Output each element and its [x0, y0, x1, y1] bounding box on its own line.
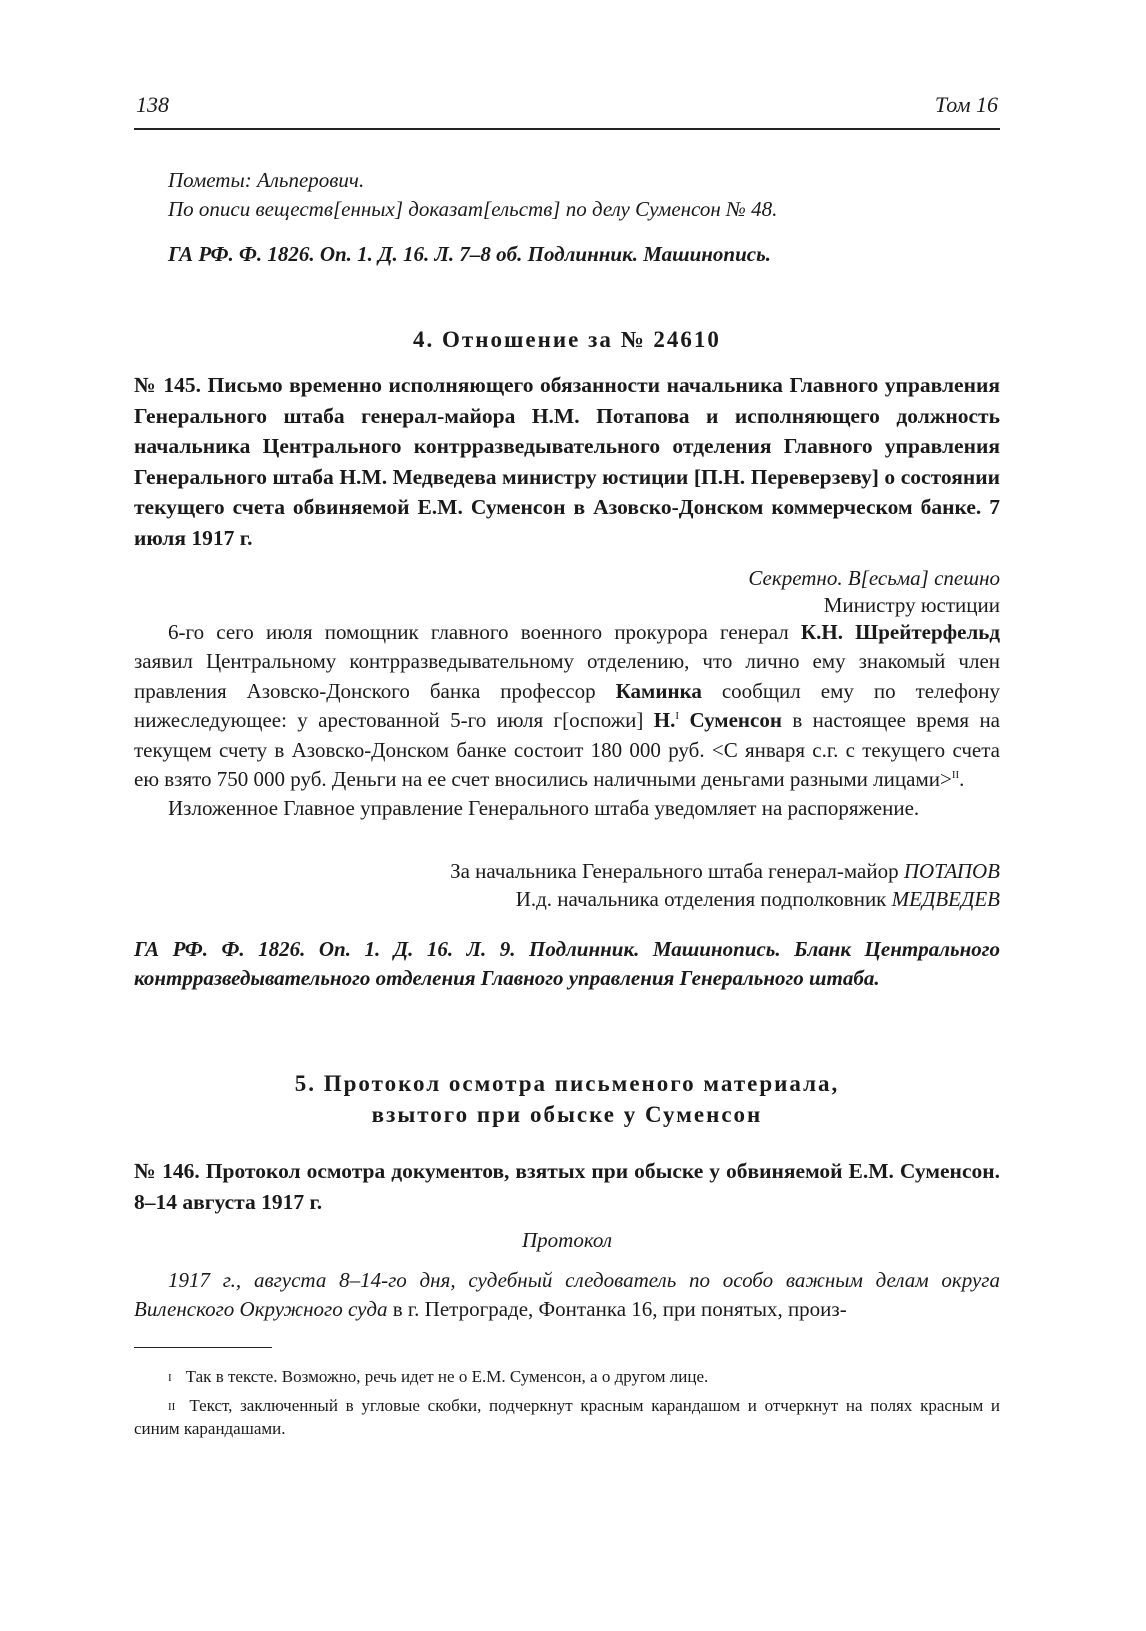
- notes-line-1: Пометы: Альперович.: [168, 168, 365, 192]
- signature-1: За начальника Генерального штаба генерал-майор ПОТАПОВ: [450, 859, 1000, 883]
- protocol-body: [134, 1266, 1000, 1325]
- protocol-heading: Протокол: [522, 1228, 612, 1252]
- section-4-title: 4. Отношение за № 24610: [413, 327, 721, 352]
- footnote-mark: I: [168, 1372, 172, 1384]
- letter-paragraph-1: 6-го сего июля помощник главного военного прокурора генерал К.Н. Шрейтерфельд заявил Центральному контрразведывательному отделению, что лично ему знакомый член правления Азовско-Донского банка профессор Каминка сообщил ему по телефону нижеследующее: у арестованной 5-го июля г[оспожи] Н.$^I$ Суменсон в настоящее время на текущем счету в Азовско-Донском банке состоит 180 000 руб. <С января с.г. с текущего счета ею взято 750 000 руб. Деньги на ее счет вносились наличными деньгами разными лицами>$^{II}$.: [134, 620, 1001, 792]
- footnote-2: $^{II}$ Текст, заключенный в угловые скобки, подчеркнут красным карандашом и отчеркнут на полях красным и синим карандашами.: [134, 1396, 1000, 1438]
- person-name: Н.: [653, 708, 676, 733]
- addressee: Министру юстиции: [823, 593, 1000, 617]
- running-header: [134, 84, 1000, 130]
- protocol-paragraph-1: 1917 г., августа 8–14-го дня, судебный следователь по особо важным делам округа Виленского Окружного суда в г. Петрограде, Фонтанка 16, при понятых, произ-: [134, 1268, 1000, 1322]
- footnote-mark: II: [168, 1401, 176, 1413]
- doc-146-title: № 146. Протокол осмотра документов, взятых при обыске у обвиняемой Е.М. Суменсон. 8–14 августа 1917 г.: [134, 1159, 1000, 1214]
- secret-mark: Секретно. В[есьма] спешно: [748, 566, 1000, 590]
- doc-145-title: № 145. Письмо временно исполняющего обязанности начальника Главного управления Генерального штаба генерал-майора Н.М. Потапова и исполняющего должность начальника Центрального контрразведывательного отделения Главного управления Генерального штаба Н.М. Медведева министру юстиции [П.Н. Переверзеву] о состоянии текущего счета обвиняемой Е.М. Суменсон в Азовско-Донском коммерческом банке. 7 июля 1917 г.: [134, 373, 1000, 550]
- archival-source-1: ГА РФ. Ф. 1826. Оп. 1. Д. 16. Л. 7–8 об. Подлинник. Машинопись.: [168, 242, 771, 266]
- notes-line-2: По описи веществ[енных] доказат[ельств] по делу Суменсон № 48.: [168, 197, 778, 221]
- footnote-divider: [134, 1347, 272, 1348]
- letter-paragraph-2: Изложенное Главное управление Генерального штаба уведомляет на распоряжение.: [168, 796, 920, 821]
- letter-body: [134, 618, 1000, 824]
- archival-source-2: ГА РФ. Ф. 1826. Оп. 1. Д. 16. Л. 9. Подлинник. Машинопись. Бланк Центрального контрразведывательного отделения Главного управления Генерального штаба.: [134, 937, 1000, 990]
- footnote-ref-1[interactable]: I: [675, 710, 680, 723]
- document-notes: [134, 166, 1000, 224]
- signature-name: МЕДВЕДЕВ: [891, 887, 1000, 911]
- signature-2: И.д. начальника отделения подполковник МЕДВЕДЕВ: [515, 887, 1000, 911]
- footnote-1: $^I$ Так в тексте. Возможно, речь идет не о Е.М. Суменсон, а о другом лице.: [168, 1367, 709, 1386]
- signature-name: ПОТАПОВ: [903, 859, 1000, 883]
- person-name: Каминка: [615, 678, 702, 703]
- section-5-title: 5. Протокол осмотра письменого материала, взытого при обыске у Суменсон: [294, 1071, 840, 1127]
- person-name: К.Н. Шрейтерфельд: [800, 620, 1000, 644]
- person-name: Суменсон: [679, 708, 782, 733]
- footnote-ref-2[interactable]: II: [951, 769, 960, 782]
- volume-label: Том 16: [934, 92, 998, 117]
- page-number: 138: [136, 92, 169, 117]
